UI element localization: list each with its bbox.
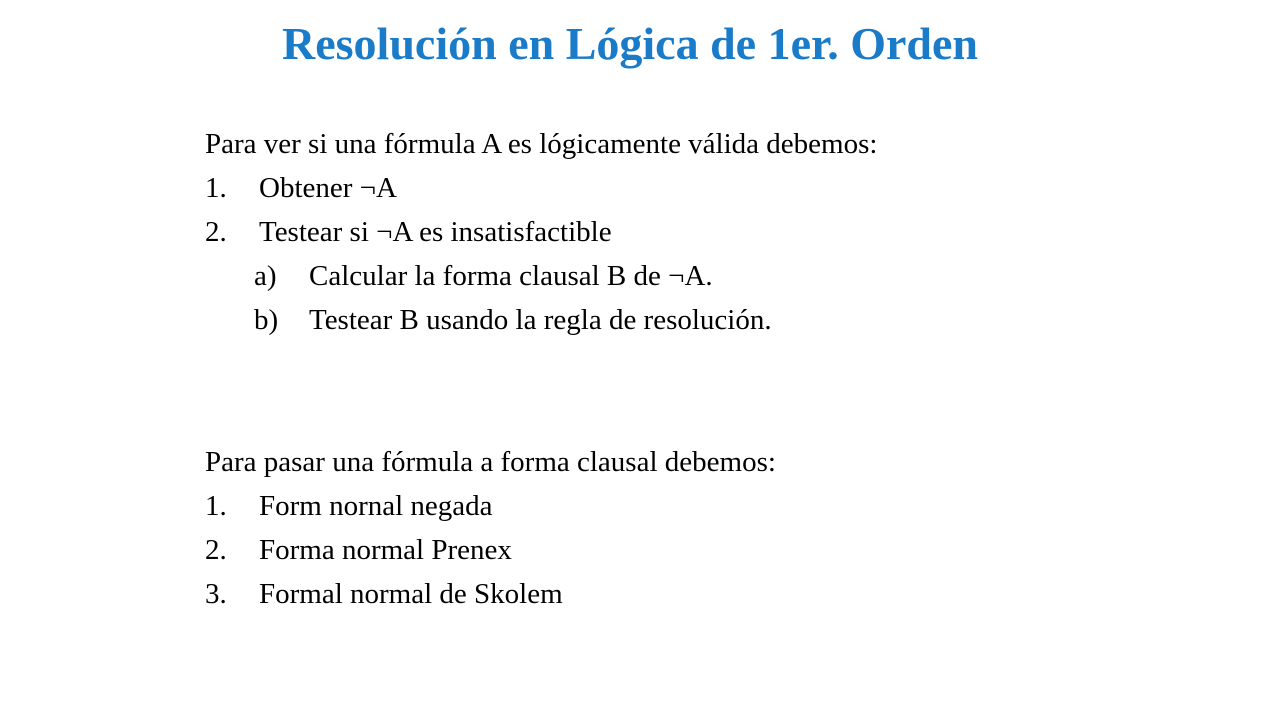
list-item-text: Testear si ¬A es insatisfactible: [259, 216, 612, 248]
list-marker: 2.: [205, 216, 227, 248]
clausal-section: [205, 440, 1245, 616]
list-item-text: Formal normal de Skolem: [259, 578, 563, 610]
list-item-text: Form nornal negada: [259, 490, 493, 522]
list-marker: 1.: [205, 490, 227, 522]
list-item: [205, 572, 1245, 616]
sub-list-item-text: Calcular la forma clausal B de ¬A.: [309, 260, 713, 292]
list-item-text: Forma normal Prenex: [259, 534, 512, 566]
sub-list-item-text: Testear B usando la regla de resolución.: [309, 304, 772, 336]
list-marker: 2.: [205, 534, 227, 566]
validity-intro: Para ver si una fórmula A es lógicamente válida debemos:: [205, 128, 878, 160]
list-item: [205, 210, 1245, 254]
clausal-intro: Para pasar una fórmula a forma clausal debemos:: [205, 446, 776, 478]
sub-list-marker: a): [254, 260, 277, 292]
slide-title: Resolución en Lógica de 1er. Orden: [282, 18, 978, 69]
list-item: [205, 484, 1245, 528]
list-item: [205, 166, 1245, 210]
validity-section: [205, 122, 1245, 342]
sub-list-marker: b): [254, 304, 279, 336]
list-marker: 1.: [205, 172, 227, 204]
sub-list-item: [205, 254, 1245, 298]
sub-list-item: [205, 298, 1245, 342]
list-marker: 3.: [205, 578, 227, 610]
list-item-text: Obtener ¬A: [259, 172, 397, 204]
list-item: [205, 528, 1245, 572]
